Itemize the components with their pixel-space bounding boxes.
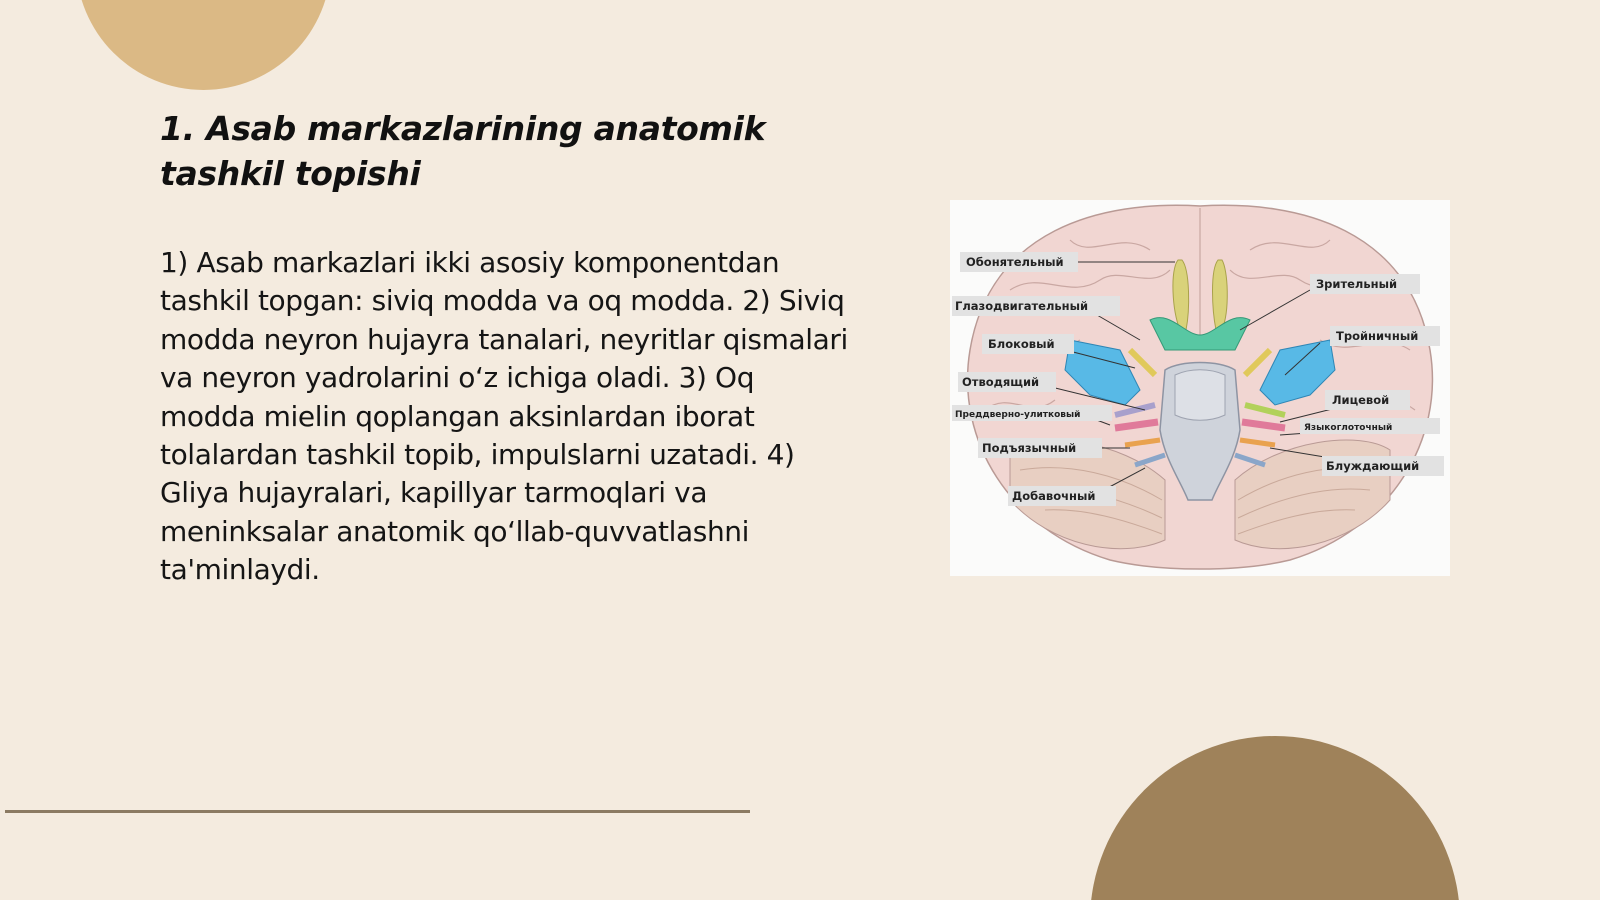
label-trochlear: Блоковый <box>988 337 1055 351</box>
brain-illustration <box>950 200 1450 576</box>
label-trigeminal: Тройничный <box>1336 329 1419 343</box>
slide-title: 1. Asab markazlarining anatomik tashkil topishi <box>160 109 766 193</box>
label-vestibulocochlear: Преддверно-улитковый <box>955 410 1081 420</box>
label-abducens: Отводящий <box>962 375 1040 389</box>
label-hypoglossal: Подъязычный <box>982 441 1077 455</box>
label-glossopharyngeal: Языкоглоточный <box>1304 423 1393 433</box>
horizontal-rule <box>5 810 750 813</box>
slide-body-text: 1) Asab markazlari ikki asosiy komponentdan tashkil topgan: siviq modda va oq modda. 2) Siviq modda neyron hujayra tanalari, neyritlar qismalari va neyron yadrolarini o‘z ichiga oladi. 3) Oq modda mielin qoplangan aksinlardan iborat tolalardan tashkil topib, impulslarni uzatadi. 4) Gliya hujayralari, kapillyar tarmoqlari va meninksalar anatomik qo‘llab-quvvatlashni ta'minlaydi. <box>160 246 848 587</box>
label-optic: Зрительный <box>1316 277 1398 291</box>
decorative-circle-bottom <box>1090 736 1460 900</box>
brain-cranial-nerves-diagram <box>950 200 1450 576</box>
label-olfactory: Обонятельный <box>966 255 1064 269</box>
label-facial: Лицевой <box>1332 393 1390 407</box>
label-accessory: Добавочный <box>1012 489 1096 503</box>
decorative-circle-top <box>76 0 331 90</box>
label-oculomotor: Глазодвигательный <box>955 299 1089 313</box>
label-vagus: Блуждающий <box>1326 459 1420 473</box>
